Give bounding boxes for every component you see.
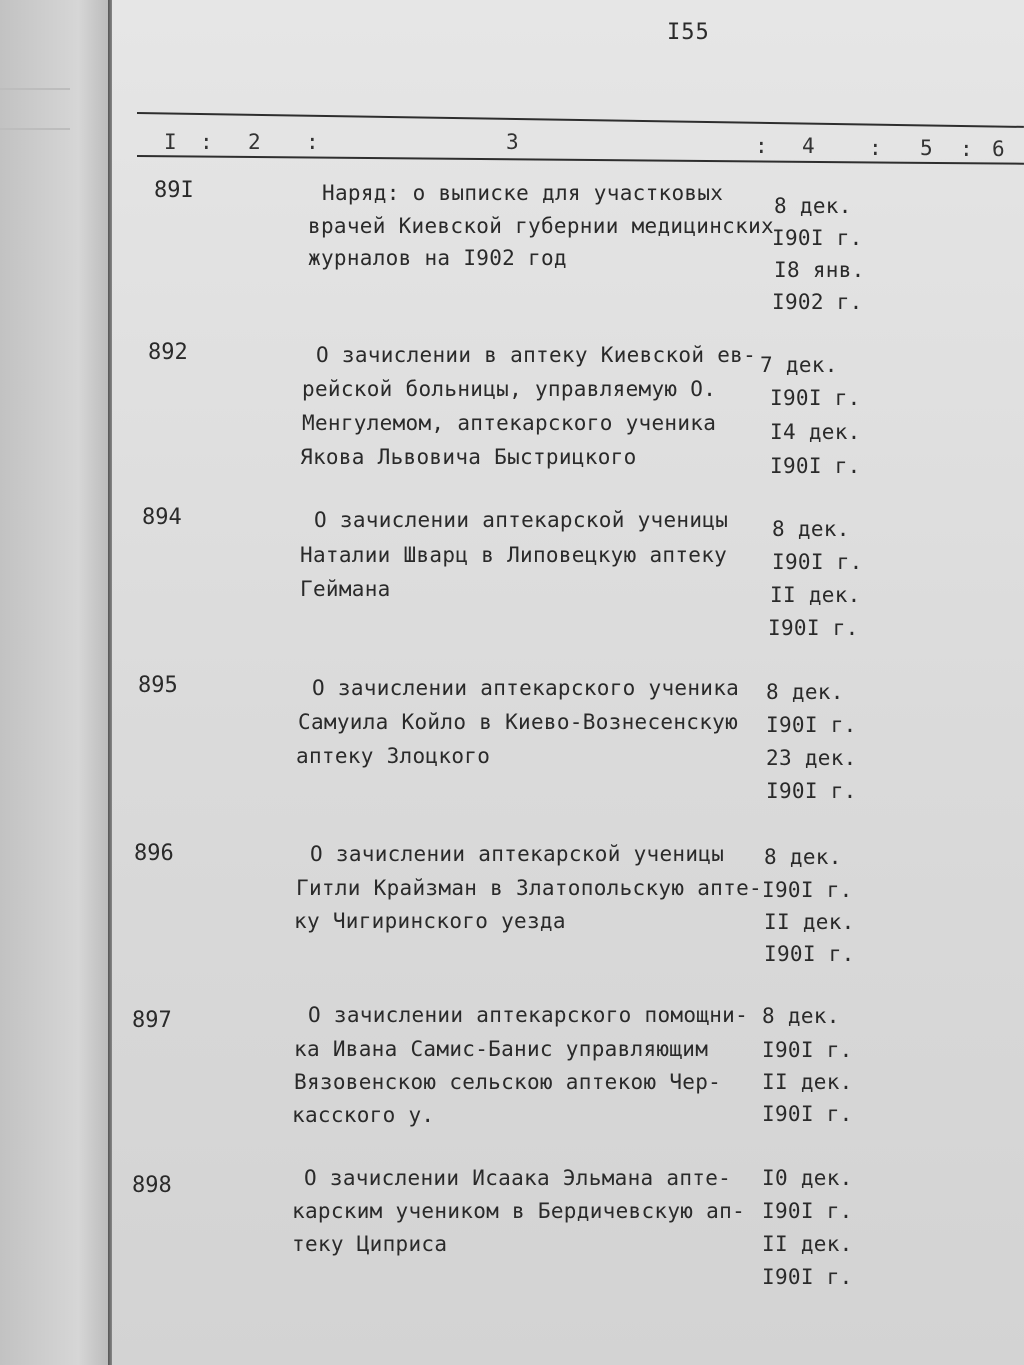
column-header-5: 5	[920, 136, 933, 160]
column-separator: :	[755, 134, 768, 158]
entry-date: II дек.	[770, 583, 861, 607]
entry-title-line: журналов на I902 год	[308, 246, 567, 270]
adjacent-page-edge	[0, 0, 112, 1365]
column-separator: :	[960, 137, 973, 161]
entry-date: 8 дек.	[766, 680, 844, 704]
entry-date: I90I г.	[766, 713, 857, 737]
column-header-6: 6	[992, 137, 1005, 161]
entry-title-line: карским учеником в Бердичевскую ап-	[292, 1199, 746, 1223]
entry-date: I90I г.	[762, 1102, 853, 1126]
entry-date: I90I г.	[766, 779, 857, 803]
document-page	[112, 0, 1024, 1365]
entry-title-line: О зачислении аптекарской ученицы	[314, 508, 729, 532]
column-header-4: 4	[802, 134, 815, 158]
entry-date: I90I г.	[770, 386, 861, 410]
entry-title-line: О зачислении в аптеку Киевской ев-	[316, 343, 757, 367]
header-top-rule	[137, 112, 1024, 128]
entry-number: 898	[132, 1173, 172, 1198]
page-number: I55	[667, 20, 710, 45]
column-separator: :	[869, 136, 882, 160]
entry-date: I90I г.	[762, 1038, 853, 1062]
entry-date: I90I г.	[772, 550, 863, 574]
entry-title-line: ка Ивана Самис-Банис управляющим	[294, 1037, 709, 1061]
entry-date: I90I г.	[772, 226, 863, 250]
entry-title-line: касского у.	[292, 1103, 435, 1127]
entry-number: 89I	[154, 178, 194, 203]
entry-number: 892	[148, 340, 188, 365]
entry-date: 8 дек.	[764, 845, 842, 869]
entry-date: I902 г.	[772, 290, 863, 314]
ghost-rule	[0, 128, 70, 130]
entry-title-line: О зачислении аптекарской ученицы	[310, 842, 725, 866]
entry-title-line: ку Чигиринского уезда	[294, 909, 566, 933]
entry-title-line: Наряд: о выписке для участковых	[322, 181, 724, 205]
entry-date: I90I г.	[768, 616, 859, 640]
entry-title-line: Гитли Крайзман в Златопольскую апте-	[296, 876, 762, 900]
entry-number: 897	[132, 1008, 172, 1033]
entry-date: II дек.	[762, 1070, 853, 1094]
entry-date: I4 дек.	[770, 420, 861, 444]
entry-date: 8 дек.	[774, 194, 852, 218]
entry-date: I8 янв.	[774, 258, 865, 282]
entry-title-line: аптеку Злоцкого	[296, 744, 491, 768]
entry-title-line: теку Циприса	[292, 1232, 448, 1256]
entry-title-line: Самуила Койло в Киево-Вознесенскую	[298, 710, 739, 734]
header-bottom-rule	[137, 155, 1024, 165]
entry-date: I90I г.	[764, 942, 855, 966]
entry-date: 8 дек.	[762, 1004, 840, 1028]
entry-title-line: врачей Киевской губернии медицинских	[308, 214, 774, 238]
entry-title-line: Геймана	[300, 577, 391, 601]
entry-title-line: О зачислении Исаака Эльмана апте-	[304, 1166, 732, 1190]
entry-number: 896	[134, 841, 174, 866]
entry-date: 8 дек.	[772, 517, 850, 541]
entry-title-line: О зачислении аптекарского помощни-	[308, 1003, 749, 1027]
entry-number: 894	[142, 505, 182, 530]
entry-number: 895	[138, 673, 178, 698]
entry-title-line: Менгулемом, аптекарского ученика	[302, 411, 717, 435]
entry-date: I90I г.	[762, 878, 853, 902]
column-header-3: 3	[506, 130, 519, 154]
entry-title-line: Якова Львовича Быстрицкого	[300, 445, 637, 469]
entry-date: 23 дек.	[766, 746, 857, 770]
entry-date: 7 дек.	[760, 353, 838, 377]
entry-date: I90I г.	[762, 1265, 853, 1289]
column-header-1: I	[164, 130, 177, 154]
entry-title-line: Наталии Шварц в Липовецкую аптеку	[300, 543, 728, 567]
column-separator: :	[200, 130, 213, 154]
entry-title-line: Вязовенскою сельскою аптекою Чер-	[294, 1070, 722, 1094]
entry-date: I90I г.	[762, 1199, 853, 1223]
entry-date: I90I г.	[770, 454, 861, 478]
column-separator: :	[306, 130, 319, 154]
column-header-2: 2	[248, 130, 261, 154]
entry-title-line: О зачислении аптекарского ученика	[312, 676, 740, 700]
entry-date: II дек.	[762, 1232, 853, 1256]
entry-title-line: рейской больницы, управляемую О.	[302, 377, 717, 401]
entry-date: I0 дек.	[762, 1166, 853, 1190]
entry-date: II дек.	[764, 910, 855, 934]
ghost-rule	[0, 88, 70, 90]
